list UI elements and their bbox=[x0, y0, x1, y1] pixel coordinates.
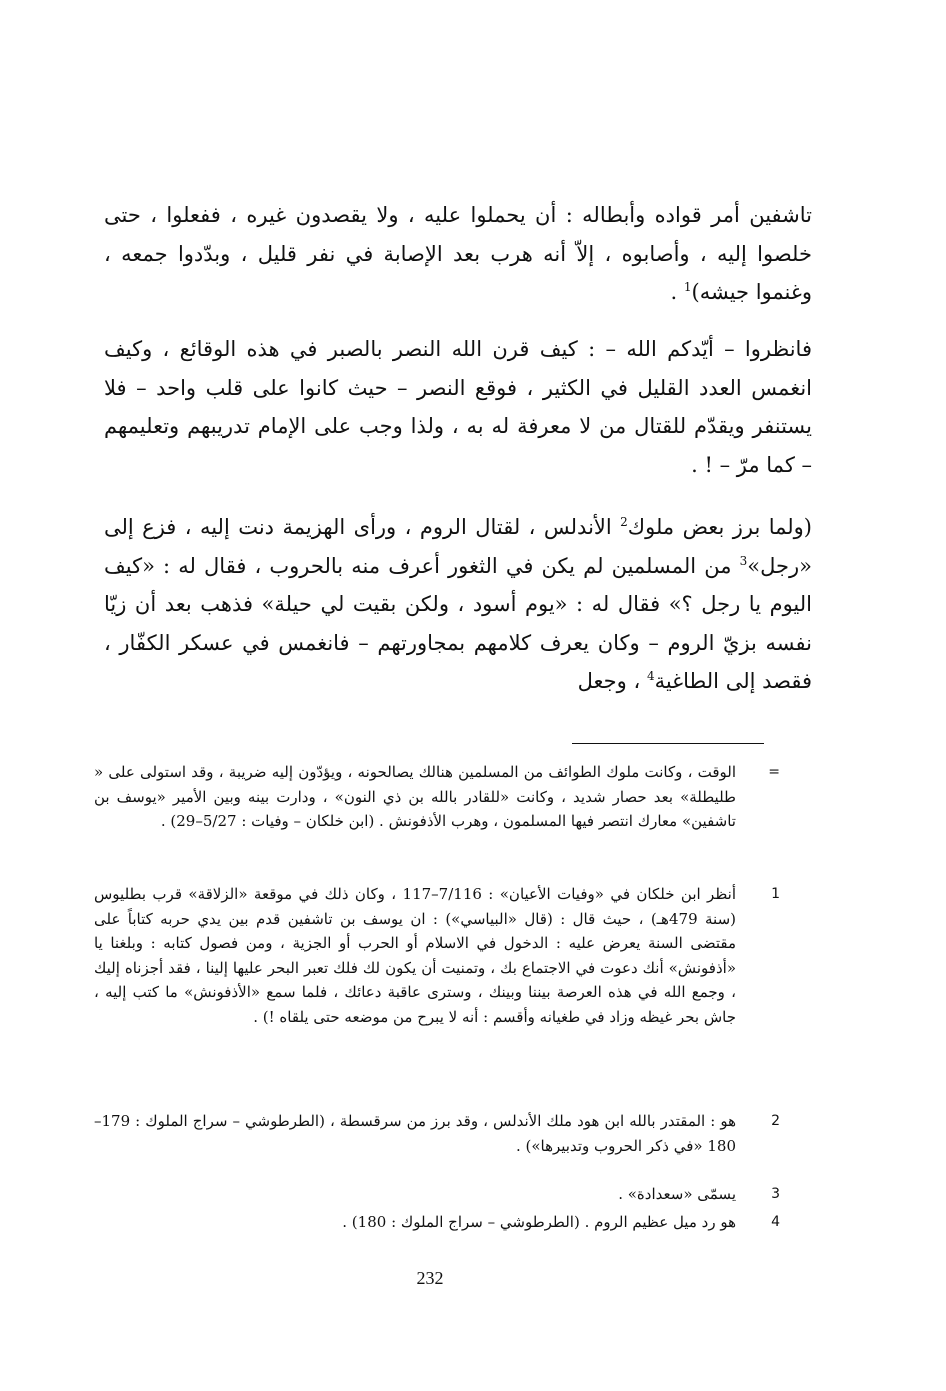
footnote-4 bbox=[94, 1210, 780, 1235]
footnote-text: هو رد ميل عظيم الروم . (الطرطوشي – سراج الملوك : 180) . bbox=[342, 1213, 736, 1231]
footnote-text: هو : المقتدر بالله ابن هود ملك الأندلس ، وقد برز من سرقسطة ، (الطرطوشي – سراج الملوك : 179–180 «في ذكر الحروب وتدبيرها») . bbox=[94, 1112, 736, 1155]
footnote-number: 3 bbox=[771, 1186, 780, 1202]
footnote-1 bbox=[94, 882, 780, 1029]
footnote-2 bbox=[94, 1109, 780, 1158]
footnote-text: أنظر ابن خلكان في «وفيات الأعيان» : 7/116–117 ، وكان ذلك في موقعة «الزلاقة» قرب بطليوس (سنة 479هـ) ، حيث قال : (قال «البياسي») : ان يوسف بن تاشفين قدم بين يدي حربه كتاباً على مقتضى السنة يعرض عليه : الدخول في الاسلام أو الحرب أو الجزية ، ومن فصول كتابه : وبلغنا يا «أذفونش» أنك دعوت في الاجتماع بك ، وتمنيت أن يكون لك فلك تعبر البحر عليها إلينا ، فقد أجزناه إليك ، وجمع الله في هذه العرصة بيننا وبينك ، وسترى عاقبة دعائك ، فلما سمع «الأذفونش» ما كتب إليه ، جاش بحر غيظه وزاد في طغيانه وأقسم : أنه لا يبرح من موضعه حتى يلقاه !) . bbox=[94, 885, 736, 1026]
footnote-text: يسمّى «سعدادة» . bbox=[618, 1185, 736, 1203]
footnote-continuation bbox=[94, 760, 780, 834]
main-paragraph-1 bbox=[104, 196, 812, 312]
paragraph-1-end: . bbox=[670, 280, 684, 304]
paragraph-3-part-2: الأندلس ، لقتال الروم ، ورأى الهزيمة دنت إليه ، فزع إلى «رجل» bbox=[104, 515, 812, 578]
footnote-continuation-text: الوقت ، وكانت ملوك الطوائف من المسلمين هنالك يصالحونه ، ويؤدّون إليه ضريبة ، وقد استولى على « طليطلة» بعد حصار شديد ، وكانت «للقادر بالله بن ذي النون» ، ودارت بينه وبين الأمير «يوسف بن تاشفين» معارك انتصر فيها المسلمون ، وهرب الأذفونش . (ابن خلكان – وفيات : 5/27–29) . bbox=[94, 763, 736, 830]
footnote-number: 1 bbox=[771, 886, 780, 902]
footnote-number: 2 bbox=[771, 1113, 780, 1129]
paragraph-3-part-3: من المسلمين لم يكن في الثغور أعرف منه بالحروب ، فقال له : «كيف اليوم يا رجل ؟» فقال له : «يوم أسود ، ولكن بقيت لي حيلة» فذهب بعد أن زيّا نفسه بزيّ الروم – وكان يعرف كلامهم بمجاورتهم – فانغمس في عسكر الكفّار ، فقصد إلى الطاغية bbox=[104, 553, 812, 693]
footnote-separator bbox=[572, 743, 764, 744]
footnote-ref-4: 4 bbox=[646, 669, 655, 683]
page-number: 232 bbox=[416, 1268, 444, 1288]
footnote-ref-1: 1 bbox=[683, 280, 692, 294]
footnote-ref-3: 3 bbox=[739, 553, 748, 568]
footnote-number: 4 bbox=[771, 1214, 780, 1230]
paragraph-3-part-1: (ولما برز بعض ملوك bbox=[627, 515, 812, 539]
footnote-3 bbox=[94, 1182, 780, 1207]
footnote-ref-2: 2 bbox=[620, 515, 628, 529]
continuation-marker: = bbox=[768, 764, 780, 780]
main-paragraph-2: فانظروا – أيّدكم الله – : كيف قرن الله النصر بالصبر في هذه الوقائع ، وكيف انغمس العدد القليل في الكثير ، فوقع النصر – حيث كانوا على قلب واحد – فلا يستنفر ويقدّم للقتال من لا معرفة له به ، ولذا وجب على الإمام تدريبهم وتعليمهم – كما مرّ – ! . bbox=[104, 337, 812, 477]
paragraph-3-part-4: ، وجعل bbox=[577, 669, 647, 693]
paragraph-1-text: تاشفين أمر قواده وأبطاله : أن يحملوا عليه ، ولا يقصدون غيره ، ففعلوا ، حتى خلصوا إليه ، وأصابوه ، إلاّ أنه هرب بعد الإصابة في نفر قليل ، وبدّدوا جمعه ، وغنموا جيشه) bbox=[104, 203, 812, 304]
main-paragraph-3 bbox=[104, 508, 812, 701]
